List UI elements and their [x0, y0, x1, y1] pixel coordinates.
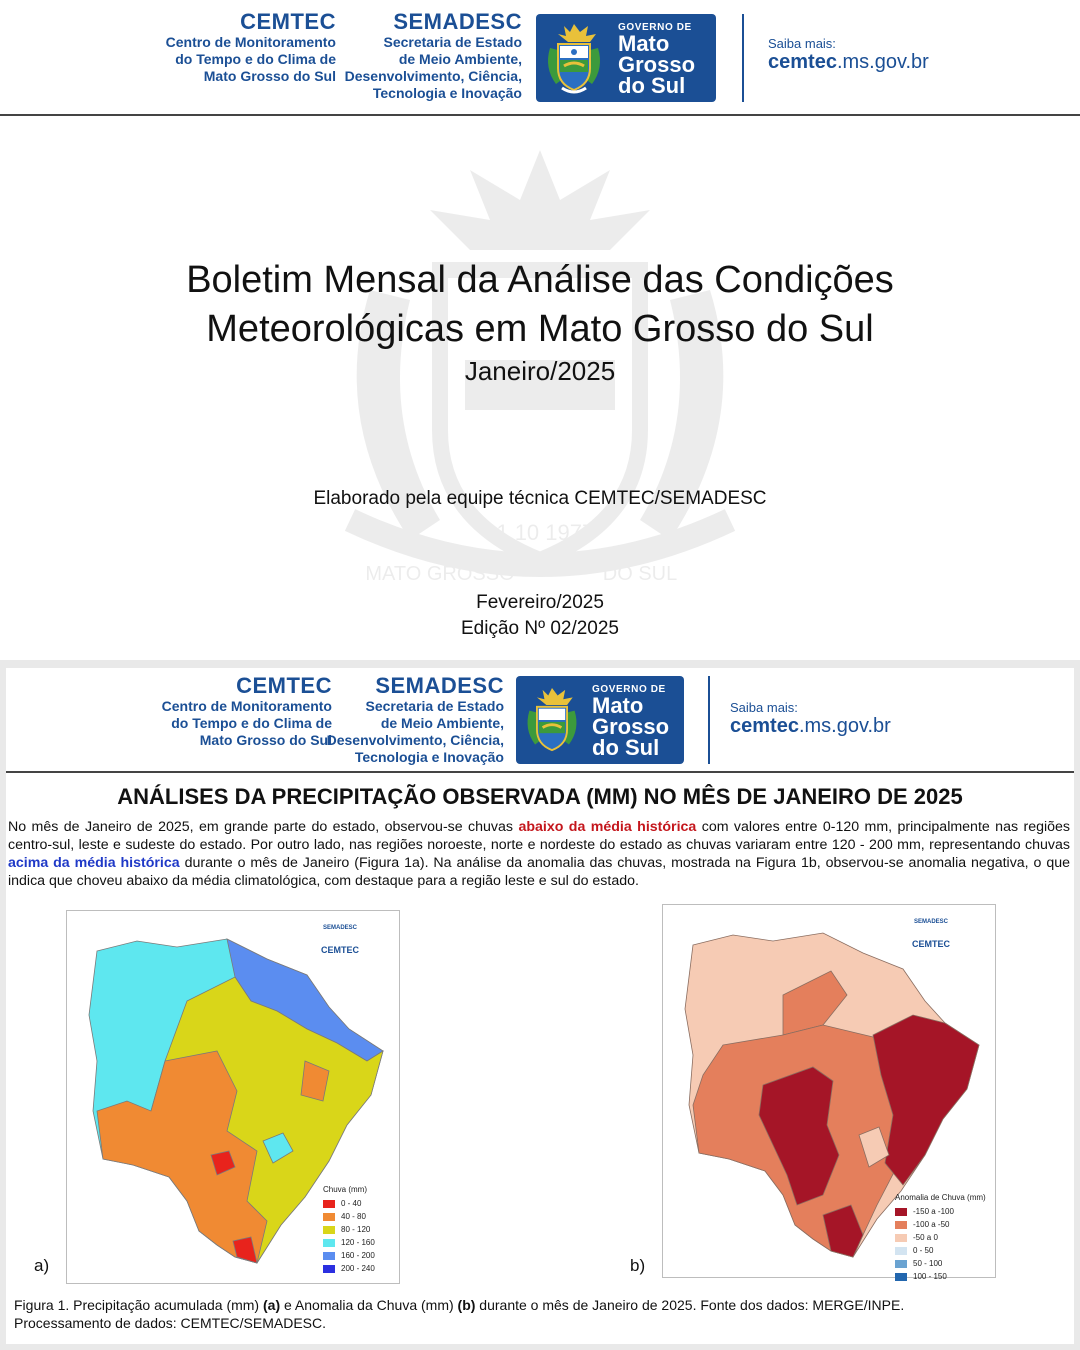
map-a-mini-semadesc: SEMADESC [322, 925, 357, 931]
legend-a-item [323, 1223, 375, 1236]
caption-bold-a: (a) [263, 1297, 281, 1313]
para-part-c: durante o mês de Janeiro (Figura 1a). Na análise da anomalia das chuvas, mostrada na Figura 1b, observou-se anomalia negativa, o que indica que choveu abaixo da média climatológica, com destaque para a região leste e sul do estado. [8, 855, 1070, 889]
cover-header [0, 0, 1080, 112]
legend-b-item [895, 1244, 986, 1257]
cemtec-name-2: CEMTEC [236, 673, 332, 698]
legend-a-label: 160 - 200 [341, 1251, 375, 1260]
legend-a-swatch [323, 1200, 335, 1208]
url-rest-2: .ms.gov.br [798, 715, 891, 737]
caption-bold-b: (b) [457, 1297, 476, 1313]
cemtec-desc-2: do Tempo e do Clima de [175, 51, 336, 67]
legend-b-item [895, 1218, 986, 1231]
legend-b-swatch [895, 1273, 907, 1281]
caption-part-d: durante o mês de Janeiro de 2025. Fonte dos dados: MERGE/INPE. [475, 1297, 905, 1313]
cemtec-desc-2-3: Mato Grosso do Sul [199, 732, 332, 748]
legend-b-item [895, 1270, 986, 1283]
legend-a-label: 200 - 240 [341, 1264, 375, 1273]
map-b-mini-header [883, 919, 979, 949]
map-b-south-region [759, 1067, 839, 1205]
caption-part-a: Figura 1. Precipitação acumulada (mm) [14, 1297, 263, 1313]
para-part-b: com valores entre 0-120 mm, principalmente nas regiões centro-sul, leste e sudeste do estado. Por outro lado, nas regiões noroeste, norte e nordeste do estado as chuvas variaram entre 120 - 200 mm, representando chuvas [8, 819, 1070, 853]
legend-a-label: 0 - 40 [341, 1199, 362, 1208]
legend-a-item [323, 1262, 375, 1275]
semadesc-desc-3: Desenvolvimento, Ciência, [344, 68, 522, 84]
gov-main-2-2: Grosso [592, 714, 670, 739]
legend-a-item [323, 1249, 375, 1262]
legend-a-swatch [323, 1265, 335, 1273]
legend-b-label: 0 - 50 [913, 1246, 934, 1255]
semadesc-desc-1: Secretaria de Estado [383, 34, 522, 50]
map-a-mini-header [295, 925, 385, 955]
semadesc-desc-2: de Meio Ambiente, [398, 51, 522, 67]
cemtec-desc-2-2: do Tempo e do Clima de [171, 715, 332, 731]
legend-b-swatch [895, 1234, 907, 1242]
header-rule-2 [6, 771, 1074, 773]
highlight-below-average: abaixo da média histórica [518, 819, 697, 835]
semadesc-desc-2-4: Tecnologia e Inovação [354, 749, 504, 765]
gov-logo-2 [516, 676, 684, 764]
legend-anomaly-title: Anomalia de Chuva (mm) [895, 1193, 986, 1202]
precip-map-a [66, 910, 400, 1284]
watermark-right: DO SUL [602, 563, 678, 585]
highlight-above-average: acima da média histórica [8, 855, 180, 871]
publication-info [0, 590, 1080, 642]
legend-a-label: 40 - 80 [341, 1212, 366, 1221]
legend-a-item [323, 1197, 375, 1210]
caption-line-2: Processamento de dados: CEMTEC/SEMADESC. [14, 1315, 327, 1331]
legend-b-label: -50 a 0 [913, 1233, 938, 1242]
watermark-date: 11 10 1977 [485, 520, 595, 545]
cemtec-block-2 [126, 674, 332, 749]
semadesc-desc-2-2: de Meio Ambiente, [380, 715, 504, 731]
state-crest-icon-2 [520, 680, 584, 760]
saiba-block [768, 36, 929, 74]
legend-b-item [895, 1257, 986, 1270]
legend-anomaly [895, 1193, 986, 1283]
cemtec-name: CEMTEC [240, 9, 336, 34]
semadesc-desc-2-1: Secretaria de Estado [365, 698, 504, 714]
publication-date: Fevereiro/2025 [476, 592, 604, 613]
gov-main-2: Grosso [618, 52, 696, 77]
analysis-paragraph [8, 818, 1070, 890]
header-rule [0, 114, 1080, 116]
fig-label-a: a) [34, 1256, 50, 1275]
edition-number: Edição Nº 02/2025 [461, 618, 619, 639]
site-url-2[interactable] [730, 715, 891, 738]
legend-precip-title: Chuva (mm) [323, 1185, 368, 1194]
coat-of-arms-watermark-icon [290, 140, 790, 640]
semadesc-block [340, 10, 522, 102]
semadesc-name: SEMADESC [393, 9, 522, 34]
cemtec-desc-1: Centro de Monitoramento [165, 34, 336, 50]
section-heading: ANÁLISES DA PRECIPITAÇÃO OBSERVADA (MM) NO MÊS DE JANEIRO DE 2025 [117, 784, 963, 809]
figure-caption [14, 1296, 1064, 1332]
legend-a-swatch [323, 1239, 335, 1247]
legend-b-label: 100 - 150 [913, 1272, 947, 1281]
url-bold-2: cemtec [730, 715, 799, 737]
semadesc-desc-4: Tecnologia e Inovação [372, 85, 522, 101]
analysis-header [6, 668, 1074, 768]
gov-logo [536, 14, 716, 102]
gov-main-3: do Sul [618, 73, 686, 98]
title-line-2: Meteorológicas em Mato Grosso do Sul [206, 308, 874, 350]
cemtec-desc-3: Mato Grosso do Sul [203, 68, 336, 84]
map-a-mini-cemtec: CEMTEC [321, 945, 359, 955]
url-rest: .ms.gov.br [836, 51, 929, 73]
legend-b-swatch [895, 1208, 907, 1216]
url-bold: cemtec [768, 51, 837, 73]
legend-b-swatch [895, 1221, 907, 1229]
map-b-mini-semadesc: SEMADESC [913, 919, 948, 925]
legend-b-swatch [895, 1247, 907, 1255]
header-divider-2 [708, 676, 710, 764]
legend-b-label: -100 a -50 [913, 1220, 950, 1229]
header-divider [742, 14, 744, 102]
gov-top-2: GOVERNO DE [592, 684, 666, 695]
caption-part-c: e Anomalia da Chuva (mm) [280, 1297, 458, 1313]
map-b-east-region [873, 1015, 979, 1185]
legend-a-item [323, 1210, 375, 1223]
legend-a-swatch [323, 1226, 335, 1234]
title-line-1: Boletim Mensal da Análise das Condições [186, 259, 894, 301]
legend-a-swatch [323, 1213, 335, 1221]
map-b-mini-cemtec: CEMTEC [912, 939, 950, 949]
legend-a-label: 80 - 120 [341, 1225, 371, 1234]
legend-b-item [895, 1205, 986, 1218]
semadesc-name-2: SEMADESC [375, 673, 504, 698]
bulletin-month: Janeiro/2025 [464, 356, 616, 386]
semadesc-block-2 [324, 674, 504, 766]
bulletin-title [0, 256, 1080, 354]
saiba-block-2 [730, 700, 891, 738]
legend-a-item [323, 1236, 375, 1249]
legend-precip [323, 1185, 375, 1275]
cemtec-block [130, 10, 336, 85]
gov-main-2-1: Mato [592, 693, 644, 718]
saiba-label: Saiba mais: [768, 36, 836, 51]
cover-page [0, 0, 1080, 660]
site-url[interactable] [768, 51, 929, 74]
legend-b-item [895, 1231, 986, 1244]
legend-b-label: -150 a -100 [913, 1207, 954, 1216]
team-credit: Elaborado pela equipe técnica CEMTEC/SEMADESC [313, 488, 767, 509]
legend-a-swatch [323, 1252, 335, 1260]
analysis-page [6, 668, 1074, 1344]
semadesc-desc-2-3: Desenvolvimento, Ciência, [326, 732, 504, 748]
legend-b-swatch [895, 1260, 907, 1268]
watermark-left: MATO GROSSO [365, 563, 515, 585]
gov-main-2-3: do Sul [592, 735, 660, 760]
legend-a-label: 120 - 160 [341, 1238, 375, 1247]
cemtec-desc-2-1: Centro de Monitoramento [161, 698, 332, 714]
gov-top: GOVERNO DE [618, 22, 692, 33]
gov-main-1: Mato [618, 31, 670, 56]
saiba-label-2: Saiba mais: [730, 700, 798, 715]
para-part-a: No mês de Janeiro de 2025, em grande parte do estado, observou-se chuvas [8, 819, 519, 835]
legend-b-label: 50 - 100 [913, 1259, 943, 1268]
fig-label-b: b) [630, 1256, 646, 1275]
state-crest-icon [540, 18, 608, 98]
anomaly-map-b [662, 904, 996, 1281]
